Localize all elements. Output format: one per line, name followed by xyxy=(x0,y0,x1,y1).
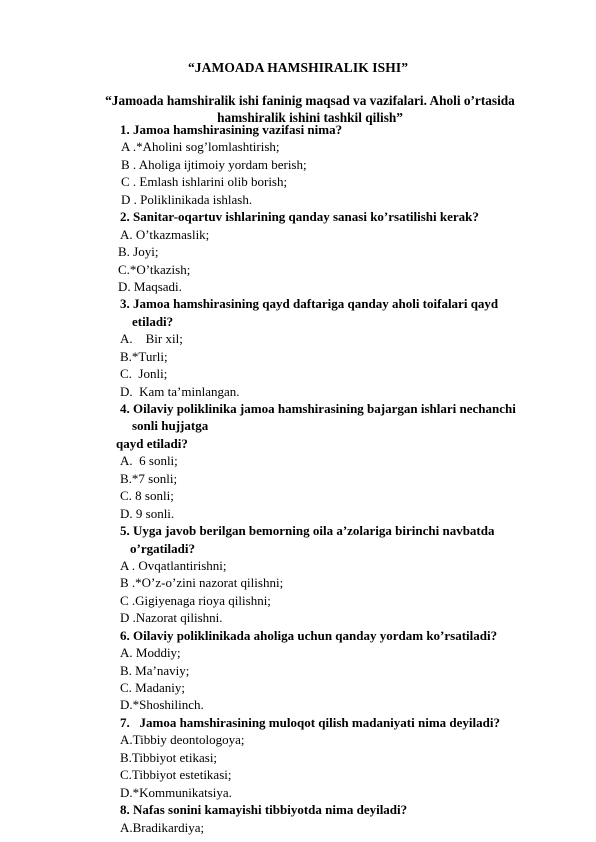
question-4-option-a: A. 6 sonli; xyxy=(120,453,178,469)
question-7-option-c: C.Tibbiyot estetikasi; xyxy=(120,767,232,783)
question-7-text: 7. Jamoa hamshirasining muloqot qilish madaniyati nima deyiladi? xyxy=(120,714,500,730)
question-list xyxy=(0,121,596,836)
question-7-option-b: B.Tibbiyot etikasi; xyxy=(120,749,218,765)
question-6-option-d: D.*Shoshilinch. xyxy=(120,697,204,713)
question-4-text: 4. Oilaviy poliklinika jamoa hamshirasining bajargan ishlari nechanchi xyxy=(120,401,516,416)
question-1-option-b: B . Aholiga ijtimoiy yordam berish; xyxy=(121,156,307,172)
question-1-option-a: A .*Aholini sog’lomlashtirish; xyxy=(121,139,280,155)
question-6-text: 6. Oilaviy poliklinikada aholiga uchun qanday yordam ko’rsatiladi? xyxy=(120,627,498,643)
question-8-option-a: A.Bradikardiya; xyxy=(120,819,205,835)
question-3-option-b: B.*Turli; xyxy=(120,348,168,364)
document-title: “JAMOADA HAMSHIRALIK ISHI” xyxy=(187,60,409,75)
question-4-option-c: C. 8 sonli; xyxy=(120,488,174,504)
question-3-text-cont: etiladi? xyxy=(132,313,174,329)
question-1-option-d: D . Poliklinikada ishlash. xyxy=(121,191,253,207)
question-2-option-b: B. Joyi; xyxy=(118,244,159,260)
question-2-option-a: A. O’tkazmaslik; xyxy=(120,226,210,242)
question-3-text: 3. Jamoa hamshirasining qayd daftariga qanday aholi toifalari qayd xyxy=(120,296,499,312)
question-5-text-cont: o’rgatiladi? xyxy=(130,540,195,556)
question-6-option-a: A. Moddiy; xyxy=(120,645,181,661)
question-3-option-d: D. Kam ta’minlangan. xyxy=(120,383,240,399)
subtitle-line-1: “Jamoada hamshiralik ishi faninig maqsad va vazifalari. Aholi o’rtasida xyxy=(105,93,515,108)
question-5-option-c: C .Gigiyenaga rioya qilishni; xyxy=(120,592,271,608)
question-6-option-b: B. Ma’naviy; xyxy=(120,662,190,678)
question-3-option-a: A. Bir xil; xyxy=(120,331,183,347)
question-2-text: 2. Sanitar-oqartuv ishlarining qanday sanasi ko’rsatilishi kerak? xyxy=(120,209,479,225)
question-2-option-d: D. Maqsadi. xyxy=(118,278,182,294)
question-5-text: 5. Uyga javob berilgan bemorning oila a’zolariga birinchi navbatda xyxy=(120,523,495,539)
subtitle-line-2: hamshiralik ishini tashkil qilish” xyxy=(217,110,403,125)
question-1-text: 1. Jamoa hamshirasining vazifasi nima? xyxy=(120,122,343,137)
question-4-text-cont: sonli hujjatga xyxy=(132,418,209,434)
question-3-option-c: C. Jonli; xyxy=(120,366,168,382)
question-1-option-c: C . Emlash ishlarini olib borish; xyxy=(121,174,288,190)
question-5-option-d: D .Nazorat qilishni. xyxy=(120,610,223,626)
question-4-option-d: D. 9 sonli. xyxy=(120,505,175,521)
question-7-option-d: D.*Kommunikatsiya. xyxy=(120,784,232,800)
question-8-text: 8. Nafas sonini kamayishi tibbiyotda nima deyiladi? xyxy=(120,802,408,818)
question-4-option-b: B.*7 sonli; xyxy=(120,470,178,486)
question-5-option-a: A . Ovqatlantirishni; xyxy=(120,557,227,573)
question-5-option-b: B .*O’z-o’zini nazorat qilishni; xyxy=(120,575,284,591)
question-7-option-a: A.Tibbiy deontologoya; xyxy=(120,732,245,748)
question-6-option-c: C. Madaniy; xyxy=(120,680,185,695)
question-2-option-c: C.*O’tkazish; xyxy=(118,261,191,277)
question-4-text-cont-2: qayd etiladi? xyxy=(116,435,188,451)
